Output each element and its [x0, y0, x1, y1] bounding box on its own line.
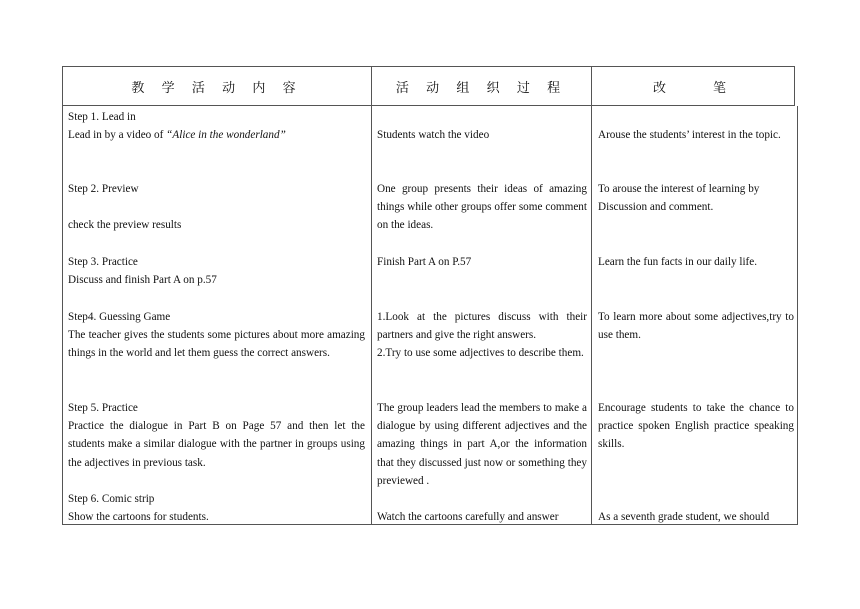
column-divider — [371, 106, 372, 524]
note-cell: To arouse the interest of learning by Discussion and comment. — [598, 183, 760, 214]
video-title: “Alice in the wonderland” — [166, 129, 286, 142]
step-detail: Show the cartoons for students. — [68, 511, 209, 524]
step-detail: Lead in by a video of “Alice in the wonderland” — [68, 129, 286, 142]
note-cell: As a seventh grade student, we should — [598, 511, 770, 523]
note-cell: Learn the fun facts in our daily life. — [598, 256, 758, 268]
table-row — [68, 490, 365, 526]
process-cell: Watch the cartoons carefully and answer — [377, 511, 559, 523]
note-cell: Arouse the students’ interest in the topic. — [598, 129, 781, 141]
lesson-plan-table — [62, 66, 798, 525]
header-teaching-content: 教 学 活 动 内 容 — [62, 66, 372, 106]
step-title: Step 2. Preview — [68, 183, 139, 195]
process-cell — [377, 308, 587, 363]
table-body — [62, 106, 798, 525]
note-cell: Encourage students to take the chance to practice spoken English practice speaking skills. — [598, 402, 794, 451]
step-title: Step 5. Practice — [68, 402, 138, 414]
header-revision: 改 笔 — [591, 66, 795, 106]
header-activity-process: 活 动 组 织 过 程 — [371, 66, 592, 106]
step-title: Step 6. Comic strip — [68, 493, 155, 505]
note-cell: To learn more about some adjectives,try to use them. — [598, 311, 794, 342]
process-cell: Students watch the video — [377, 129, 490, 141]
column-divider — [591, 106, 592, 524]
process-item: 1.Look at the pictures discuss with their partners and give the right answers. — [377, 311, 587, 342]
step-detail: The teacher gives the students some pictures about more amazing things in the world and let them guess the correct answers. — [68, 329, 365, 360]
table-row — [68, 180, 365, 234]
step-detail: check the preview results — [68, 219, 182, 232]
process-cell: One group presents their ideas of amazing things while other groups offer some comment on the ideas. — [377, 183, 587, 232]
table-row — [68, 253, 365, 289]
process-cell: The group leaders lead the members to make a dialogue by using different adjectives and the amazing things in part A,or the information that they discussed just now or something they previewed . — [377, 402, 587, 487]
step-title: Step 1. Lead in — [68, 111, 136, 123]
process-item: 2.Try to use some adjectives to describe them. — [377, 347, 584, 360]
step-detail: Practice the dialogue in Part B on Page 57 and then let the students make a similar dialogue with the partner in groups using the adjectives in previous task. — [68, 420, 365, 469]
process-cell: Finish Part A on P.57 — [377, 256, 472, 268]
table-row — [68, 399, 365, 472]
step-title: Step 3. Practice — [68, 256, 138, 268]
step-title: Step4. Guessing Game — [68, 311, 171, 323]
table-row — [68, 108, 365, 144]
step-detail: Discuss and finish Part A on p.57 — [68, 274, 217, 287]
table-row — [68, 308, 365, 363]
